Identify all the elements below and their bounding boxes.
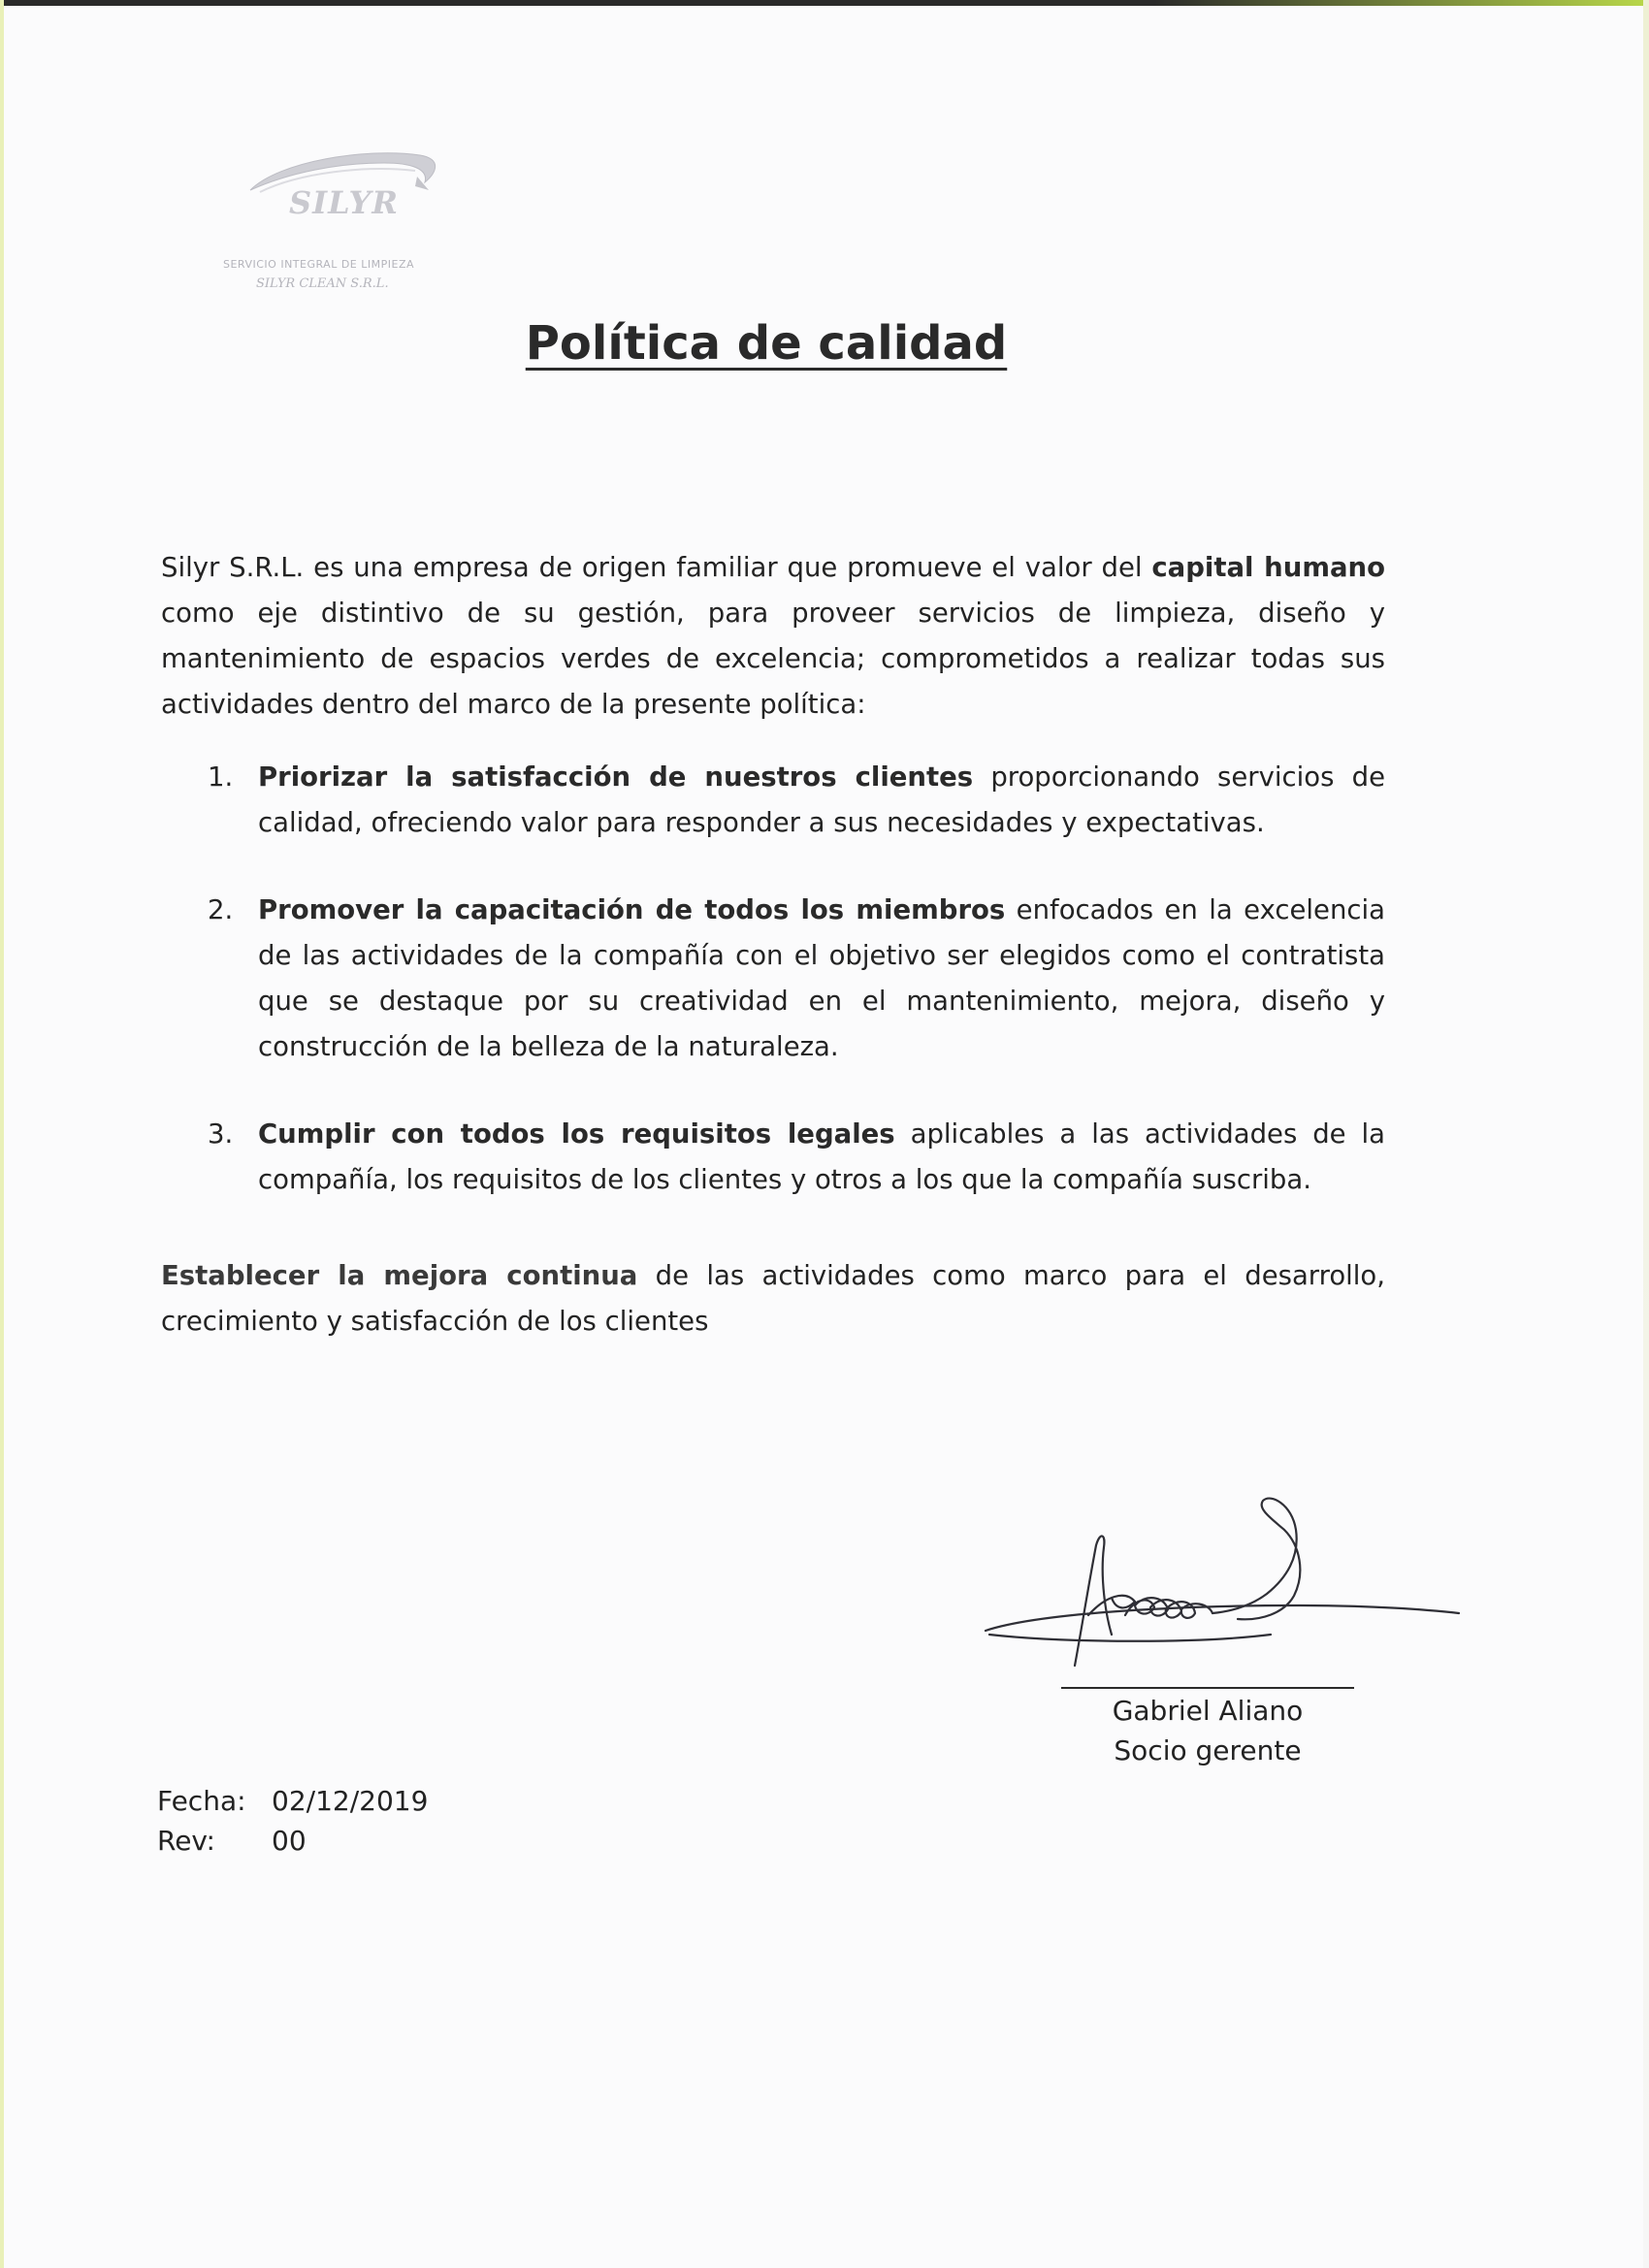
policy-item-text: aplicables a las actividades de la compañía, los requisitos de los clientes y otros a los que la compañía suscriba.	[258, 1118, 1385, 1195]
policy-item-number: 3.	[208, 1118, 234, 1150]
scan-edge-top	[0, 0, 1649, 6]
revision-row	[157, 1821, 428, 1861]
policy-item-text: proporcionando servicios de calidad, ofreciendo valor para responder a sus necesidades y expectativas.	[258, 761, 1385, 838]
policy-item-number: 2.	[208, 894, 234, 925]
closing-paragraph	[161, 1253, 1385, 1345]
policy-item-heading: Promover la capacitación de todos los miembros	[258, 894, 1006, 925]
date-label: Fecha:	[157, 1785, 246, 1817]
date-value: 02/12/2019	[272, 1785, 429, 1817]
company-logo	[221, 144, 473, 299]
logo-company-name: SILYR CLEAN S.R.L.	[256, 276, 389, 291]
policy-item-text: enfocados en la excelencia de las actividades de la compañía con el objetivo ser elegidos como el contratista que se destaque por su creatividad en el mantenimiento, mejora, diseño y construcción de la belleza de la naturaleza.	[258, 894, 1385, 1062]
policy-item-number: 1.	[208, 761, 234, 793]
signer-role: Socio gerente	[1114, 1734, 1302, 1766]
signer-name: Gabriel Aliano	[1112, 1695, 1304, 1727]
intro-emphasis: capital humano	[1151, 552, 1385, 583]
page-title: Política de calidad	[525, 316, 1008, 371]
policy-item-heading: Priorizar la satisfacción de nuestros clientes	[258, 761, 974, 793]
intro-text-end: como eje distintivo de su gestión, para proveer servicios de limpieza, diseño y mantenimiento de espacios verdes de excelencia; comprometidos a realizar todas sus actividades dentro del marco de la presente política:	[161, 598, 1385, 720]
document-body	[161, 545, 1385, 1345]
policy-list	[161, 755, 1385, 1203]
signer-block	[1061, 1691, 1354, 1770]
signature-line	[1061, 1687, 1354, 1689]
intro-paragraph	[161, 545, 1385, 728]
intro-text-start: Silyr S.R.L. es una empresa de origen familiar que promueve el valor del	[161, 552, 1152, 583]
policy-item-heading: Cumplir con todos los requisitos legales	[258, 1118, 895, 1150]
policy-item-1	[161, 755, 1385, 846]
handwritten-signature	[980, 1489, 1465, 1683]
revision-value: 00	[272, 1825, 307, 1857]
policy-item-2	[161, 888, 1385, 1070]
logo-brand-text: SILYR	[289, 184, 399, 221]
date-row	[157, 1781, 428, 1821]
revision-label: Rev:	[157, 1825, 215, 1857]
closing-text: de las actividades como marco para el desarrollo, crecimiento y satisfacción de los clientes	[161, 1260, 1385, 1337]
policy-item-3	[161, 1112, 1385, 1203]
document-meta	[157, 1781, 428, 1861]
scan-edge-right	[1643, 0, 1649, 2268]
closing-emphasis: Establecer la mejora continua	[161, 1260, 638, 1291]
logo-tagline: SERVICIO INTEGRAL DE LIMPIEZA	[223, 258, 415, 271]
